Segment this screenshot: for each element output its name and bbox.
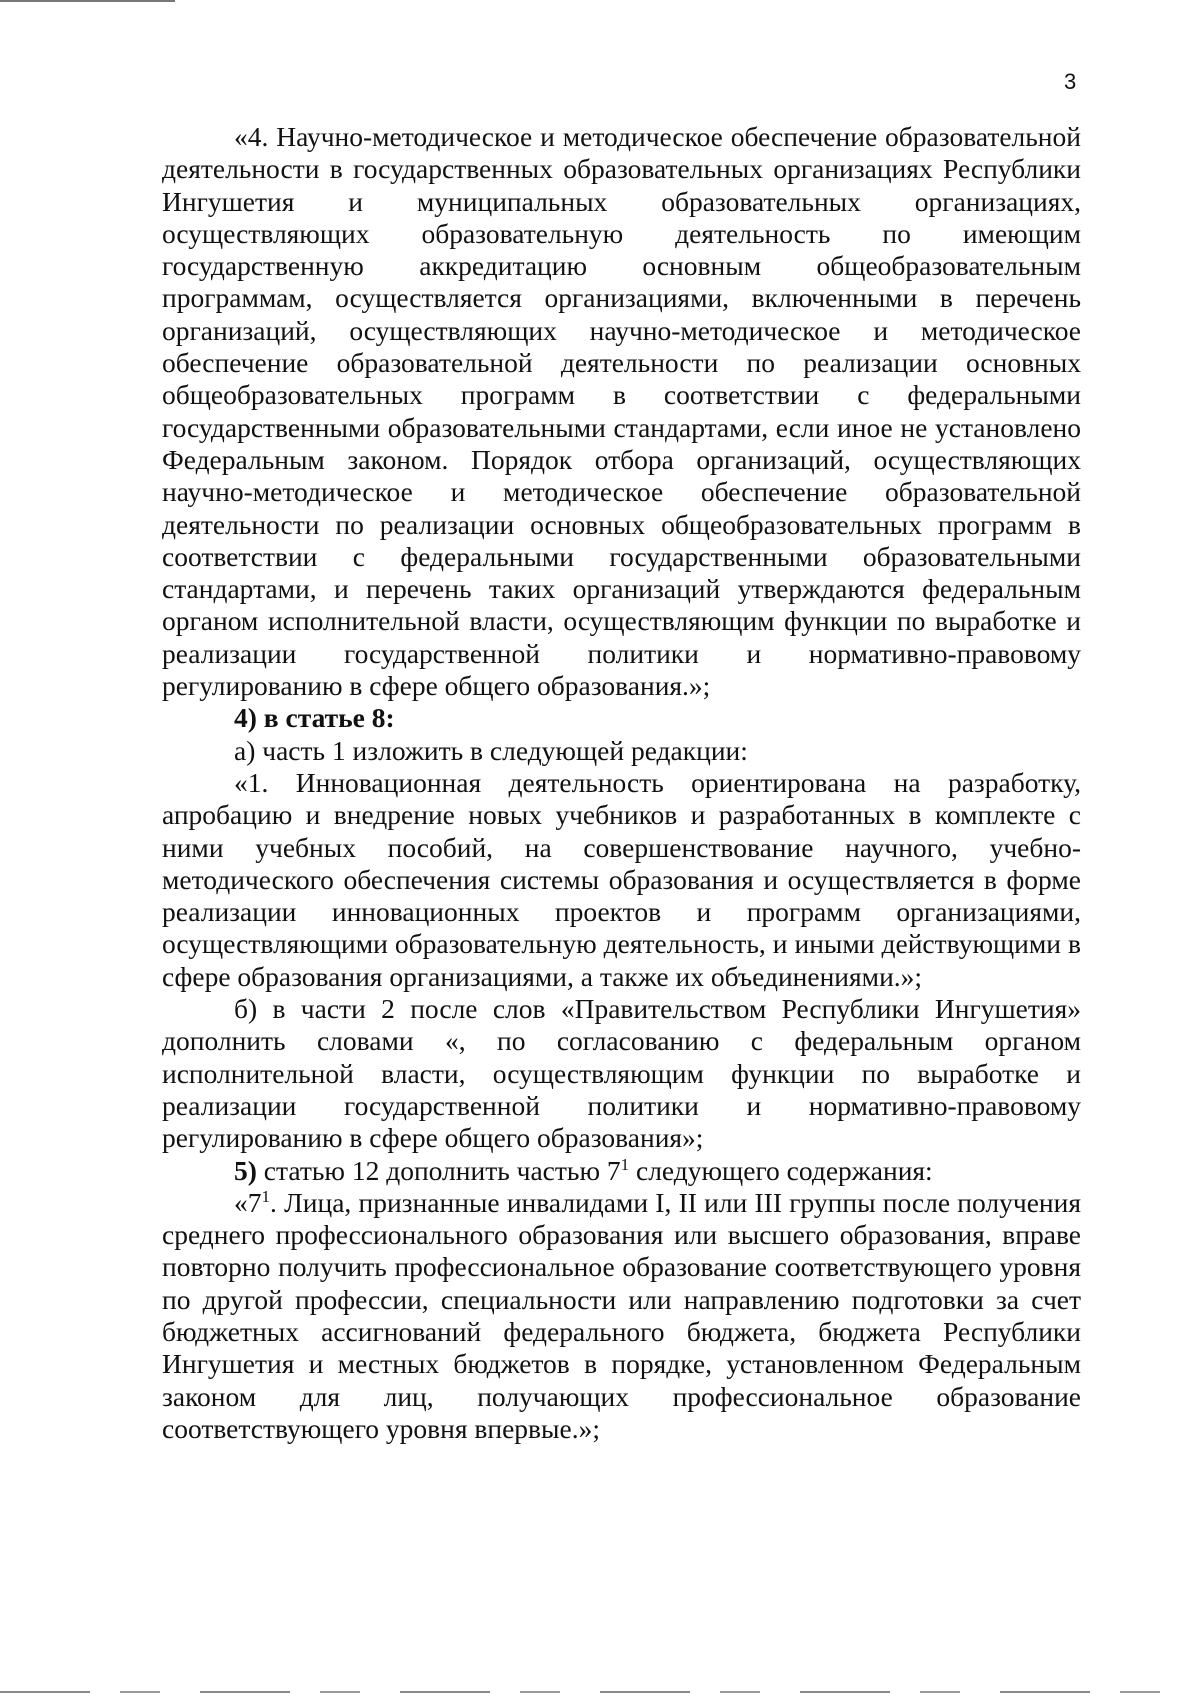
- superscript: 1: [261, 1186, 270, 1206]
- part-number-lead: «7: [234, 1186, 262, 1218]
- item-number: 4): [234, 702, 257, 734]
- paragraph-article-4: «4. Научно-методическое и методическое обеспечение образовательной деятельности в государственных образовательных организациях Республики Ингушетия и муниципальных образовательных организациях, осуществляющих образовательную деятельность по имеющим государственную аккредитацию основным общеобразовательным программам, осуществляется организациями, включенными в перечень организаций, осуществляющих научно-методическое и методическое обеспечение образовательной деятельности по реализации основных общеобразовательных программ в соответствии с федеральными государственными образовательными стандартами, если иное не установлено Федеральным законом. Порядок отбора организаций, осуществляющих научно-методическое и методическое обеспечение образовательной деятельности по реализации основных общеобразовательных программ в соответствии с федеральными государственными образовательными стандартами, и перечень таких организаций утверждаются федеральным органом исполнительной власти, осуществляющим функции по выработке и реализации государственной политики и нормативно-правовому регулированию в сфере общего образования.»;: [162, 121, 1081, 702]
- paragraph-item-4: [162, 702, 1081, 734]
- item-text-after: следующего содержания:: [636, 1154, 933, 1186]
- document-body: [162, 121, 1081, 1445]
- paragraph-item-5: [162, 1155, 1081, 1187]
- item-text-before: статью 12 дополнить частью 7: [263, 1154, 621, 1186]
- paragraph-part-7-1: [162, 1187, 1081, 1445]
- paragraph-subitem-b: б) в части 2 после слов «Правительством Республики Ингушетия» дополнить словами «, по согласованию с федеральным органом исполнительной власти, осуществляющим функции по выработке и реализации государственной политики и нормативно-правовому регулированию в сфере общего образования»;: [162, 993, 1081, 1154]
- paragraph-innovation: «1. Инновационная деятельность ориентирована на разработку, апробацию и внедрение новых учебников и разработанных в комплекте с ними учебных пособий, на совершенствование научного, учебно-методического обеспечения системы образования и осуществляется в форме реализации инновационных проектов и программ организациями, осуществляющими образовательную деятельность, и иными действующими в сфере образования организациями, а также их объединениями.»;: [162, 766, 1081, 992]
- superscript: 1: [620, 1154, 630, 1174]
- paragraph-subitem-a: а) часть 1 изложить в следующей редакции:: [234, 734, 748, 766]
- item-heading: в статье 8:: [263, 702, 395, 734]
- item-number: 5): [234, 1154, 257, 1186]
- scan-edge-top: [0, 0, 175, 2]
- page-number: 3: [1064, 69, 1077, 94]
- part-text: . Лица, признанные инвалидами I, II или III группы после получения среднего профессионального образования или высшего образования, вправе повторно получить профессиональное образование соответствующего уровня по другой профессии, специальности или направлению подготовки за счет бюджетных ассигнований федерального бюджета, бюджета Республики Ингушетия и местных бюджетов в порядке, установленном Федеральным законом для лиц, получающих профессиональное образование соответствующего уровня впервые.»;: [162, 1186, 1081, 1444]
- scan-edge-bottom: [0, 1691, 1200, 1693]
